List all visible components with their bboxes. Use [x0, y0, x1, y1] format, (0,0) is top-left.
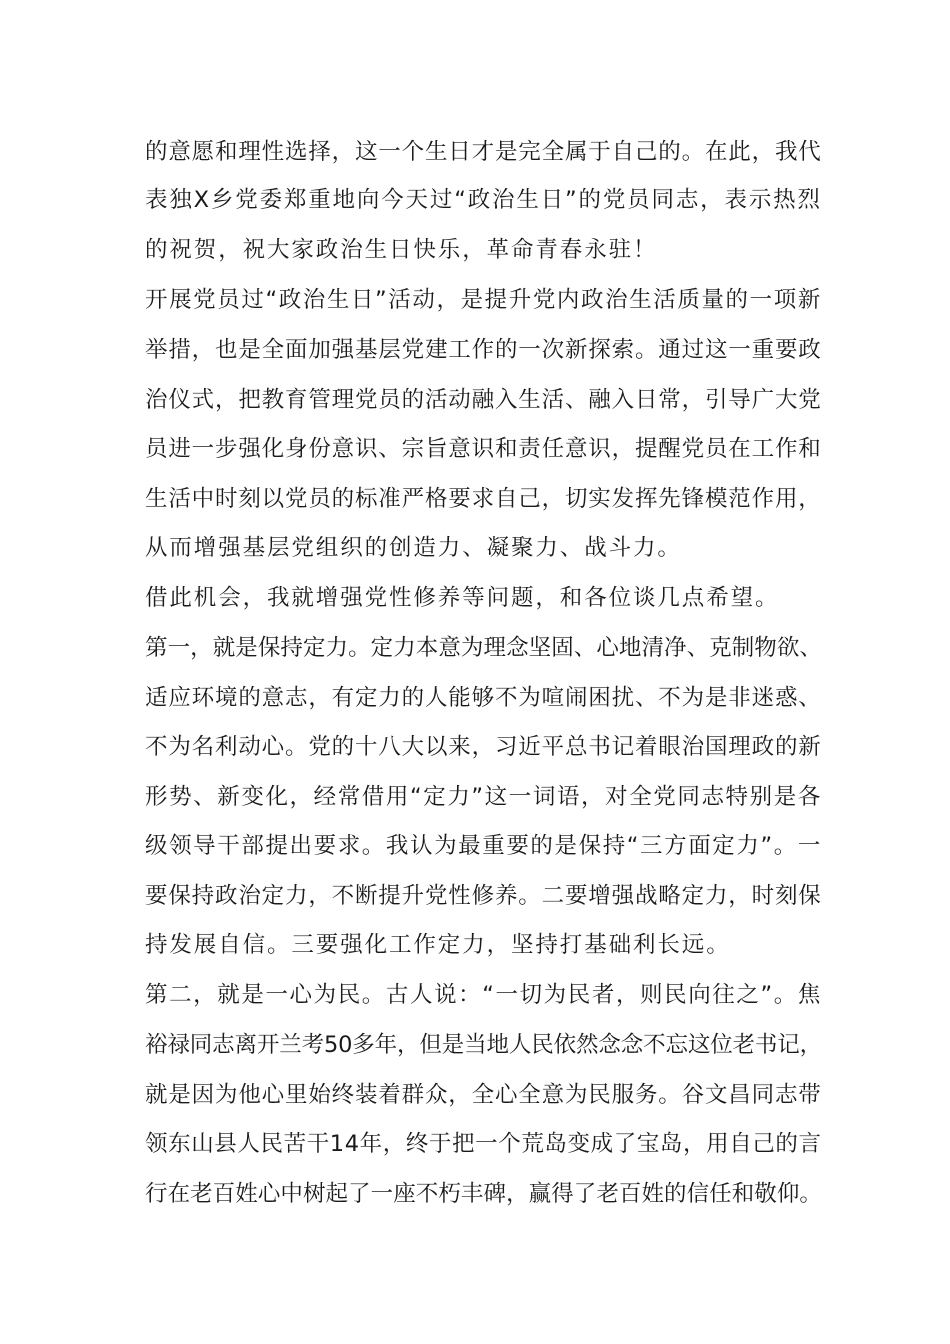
text-line-17: 持发展自信。三要强化工作定力，坚持打基础利长远。	[145, 932, 731, 958]
text-line-7: 员进一步强化身份意识、宗旨意识和责任意识，提醒党员在工作和	[145, 436, 822, 462]
text-line-20: 就是因为他心里始终装着群众，全心全意为民服务。谷文昌同志带	[145, 1082, 822, 1108]
text-line-1: 的意愿和理性选择，这一个生日才是完全属于自己的。在此，我代	[145, 139, 822, 165]
text-line-6: 治仪式，把教育管理党员的活动融入生活、融入日常，引导广大党	[145, 387, 822, 413]
text-line-18: 第二，就是一心为民。古人说：“一切为民者，则民向往之”。焦	[145, 982, 822, 1008]
text-line-8: 生活中时刻以党员的标准严格要求自己，切实发挥先锋模范作用，	[145, 486, 822, 512]
text-line-12: 适应环境的意志，有定力的人能够不为喧闹困扰、不为是非迷惑、	[145, 685, 822, 711]
text-line-22: 行在老百姓心中树起了一座不朽丰碑，赢得了老百姓的信任和敬仰。	[145, 1181, 823, 1207]
text-line-21: 领东山县人民苦干14年，终于把一个荒岛变成了宝岛，用自己的言	[145, 1131, 822, 1157]
text-line-3: 的祝贺，祝大家政治生日快乐，革命青春永驻！	[145, 237, 658, 263]
text-line-14: 形势、新变化，经常借用“定力”这一词语，对全党同志特别是各	[145, 784, 822, 810]
text-line-19: 裕禄同志离开兰考50多年，但是当地人民依然念念不忘这位老书记，	[145, 1032, 823, 1058]
text-line-15: 级领导干部提出要求。我认为最重要的是保持“三方面定力”。一	[145, 833, 822, 859]
text-line-9: 从而增强基层党组织的创造力、凝聚力、战斗力。	[145, 535, 682, 561]
text-line-5: 举措，也是全面加强基层党建工作的一次新探索。通过这一重要政	[145, 337, 822, 363]
text-line-11: 第一，就是保持定力。定力本意为理念坚固、心地清净、克制物欲、	[145, 635, 823, 661]
text-line-4: 开展党员过“政治生日”活动，是提升党内政治生活质量的一项新	[145, 287, 822, 313]
text-line-16: 要保持政治定力，不断提升党性修养。二要增强战略定力，时刻保	[145, 883, 822, 909]
text-line-13: 不为名利动心。党的十八大以来，习近平总书记着眼治国理政的新	[145, 734, 822, 760]
text-line-2: 表独X乡党委郑重地向今天过“政治生日”的党员同志，表示热烈	[145, 187, 822, 213]
text-line-10: 借此机会，我就增强党性修养等问题，和各位谈几点希望。	[145, 585, 780, 611]
